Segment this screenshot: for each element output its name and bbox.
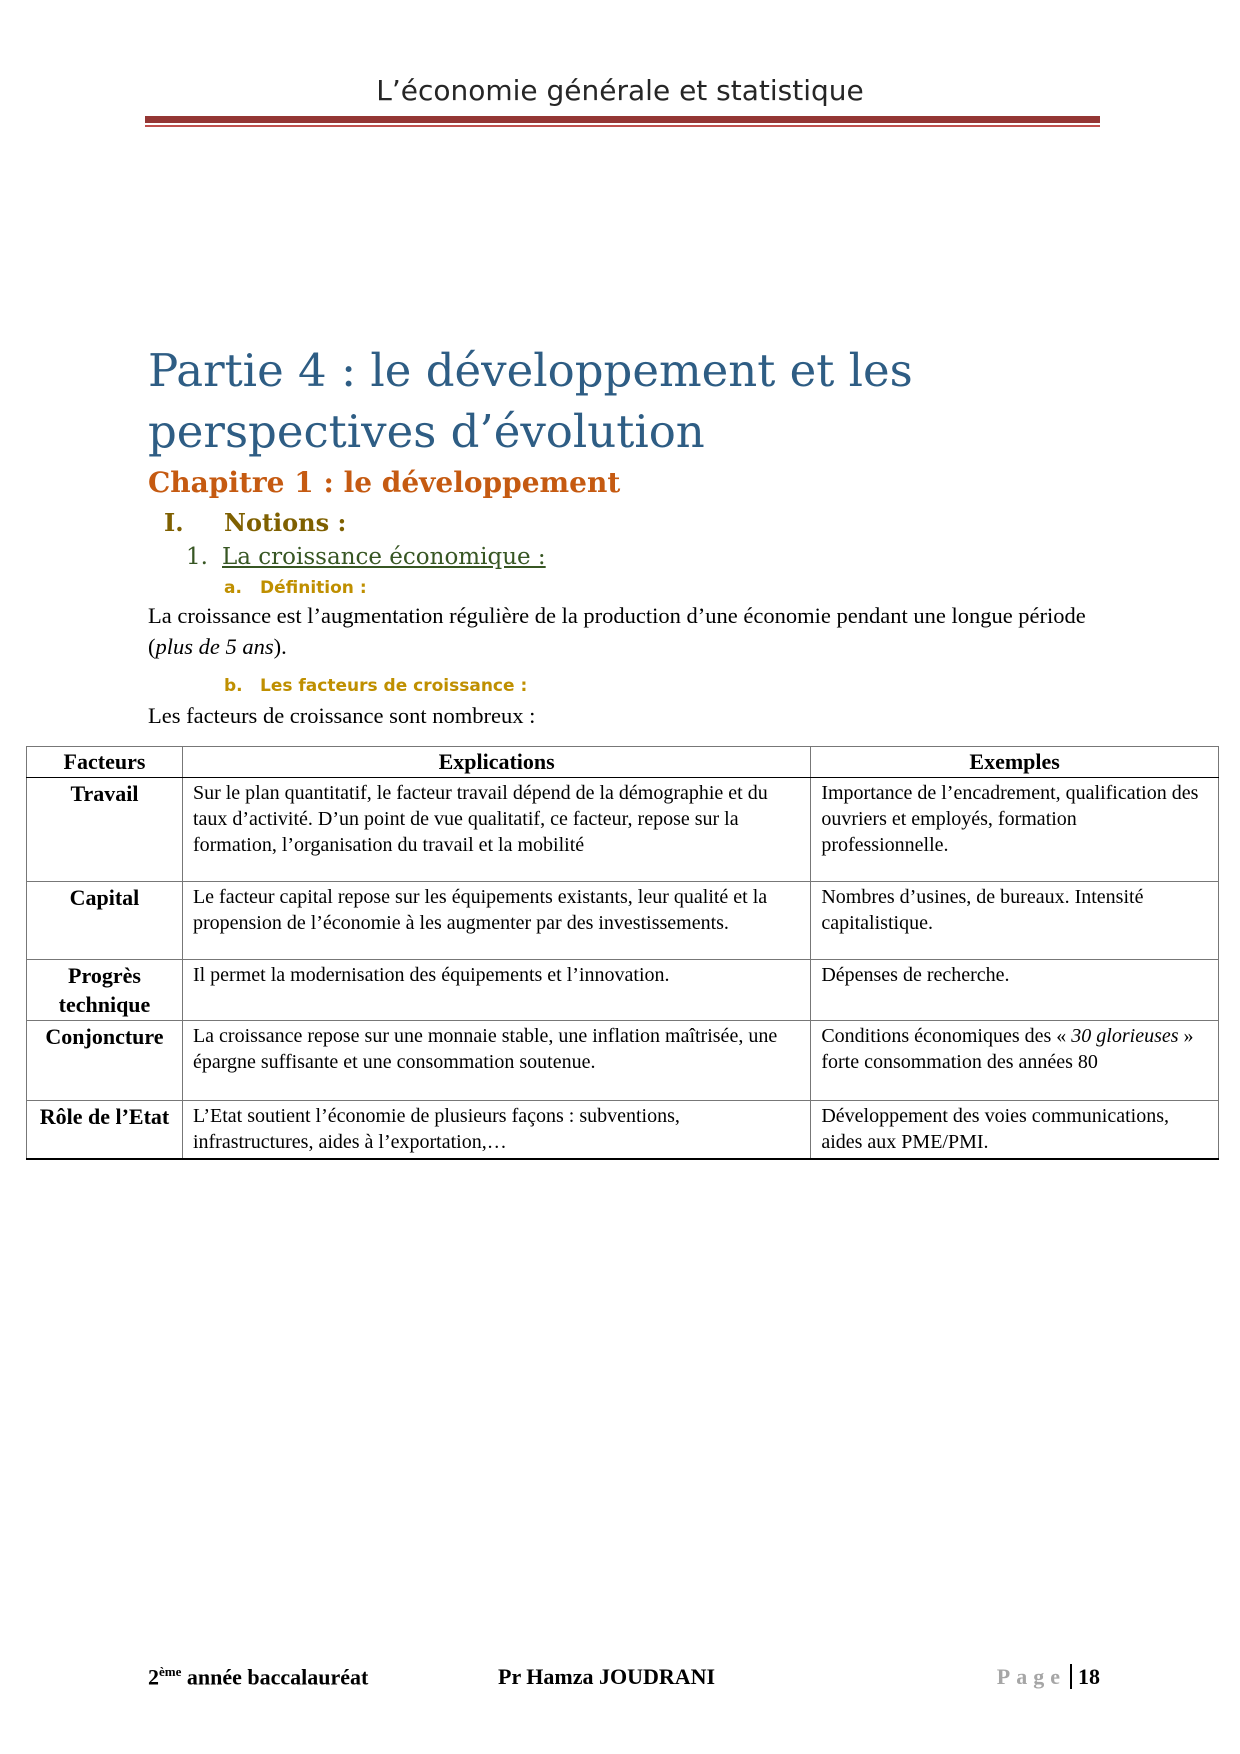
section-heading xyxy=(164,508,346,537)
factor-cell: Progrès technique xyxy=(27,960,183,1021)
footer-page xyxy=(997,1664,1100,1690)
page-label: Page xyxy=(996,1664,1066,1689)
explanation-cell: L’Etat soutient l’économie de plusieurs façons : subventions, infrastructures, aides à l’exportation,… xyxy=(182,1101,810,1159)
factors-heading xyxy=(224,676,527,696)
header-explications: Explications xyxy=(182,747,810,778)
example-text-end: » forte consommation des années 80 xyxy=(821,1025,1194,1073)
running-header: L’économie générale et statistique xyxy=(376,74,864,107)
explanation-cell: Le facteur capital repose sur les équipements existants, leur qualité et la propension de l’économie à les augmenter par des investissements. xyxy=(182,882,810,960)
table-row xyxy=(27,778,1219,882)
page-footer xyxy=(148,1664,1100,1694)
subsection-heading xyxy=(186,544,546,570)
example-text: Conditions économiques des « xyxy=(821,1025,1072,1047)
table-row xyxy=(27,882,1219,960)
example-cell xyxy=(811,1021,1219,1101)
table-row xyxy=(27,960,1219,1021)
chapter-title: Chapitre 1 : le développement xyxy=(148,466,621,499)
footer-level-number: 2 xyxy=(148,1664,159,1690)
table-row xyxy=(27,1021,1219,1101)
definition-paragraph xyxy=(148,600,1098,662)
footer-author: Pr Hamza JOUDRANI xyxy=(498,1664,716,1689)
part-title: Partie 4 : le développement et les perspectives d’évolution xyxy=(148,344,913,458)
example-cell: Importance de l’encadrement, qualification des ouvriers et employés, formation professionnelle. xyxy=(811,778,1219,882)
example-cell: Développement des voies communications, aides aux PME/PMI. xyxy=(811,1101,1219,1159)
header-rule-thin xyxy=(145,125,1100,127)
footer-level-sup: ème xyxy=(159,1664,182,1679)
table-header-row xyxy=(27,747,1219,778)
definition-emphasis: plus de 5 ans xyxy=(155,634,274,659)
factor-cell: Travail xyxy=(27,778,183,882)
definition-number: a. xyxy=(224,578,242,598)
example-cell: Nombres d’usines, de bureaux. Intensité capitalistique. xyxy=(811,882,1219,960)
explanation-cell: La croissance repose sur une monnaie stable, une inflation maîtrisée, une épargne suffisante et une consommation soutenue. xyxy=(182,1021,810,1101)
section-number: I. xyxy=(164,508,184,537)
header-rule xyxy=(145,116,1100,123)
example-cell: Dépenses de recherche. xyxy=(811,960,1219,1021)
factor-cell: Rôle de l’Etat xyxy=(27,1101,183,1159)
header-exemples: Exemples xyxy=(811,747,1219,778)
definition-label: Définition : xyxy=(260,578,367,598)
footer-level xyxy=(148,1664,368,1690)
table-row xyxy=(27,1101,1219,1159)
page-number: 18 xyxy=(1078,1664,1100,1689)
definition-heading xyxy=(224,578,367,598)
factors-intro: Les facteurs de croissance sont nombreux : xyxy=(148,703,536,728)
factors-number: b. xyxy=(224,676,243,696)
explanation-cell: Sur le plan quantitatif, le facteur travail dépend de la démographie et du taux d’activité. D’un point de vue qualitatif, ce facteur, repose sur la formation, l’organisation du travail et la mobilité xyxy=(182,778,810,882)
explanation-cell: Il permet la modernisation des équipements et l’innovation. xyxy=(182,960,810,1021)
page-separator xyxy=(1070,1664,1072,1689)
header-facteurs: Facteurs xyxy=(27,747,183,778)
factors-table xyxy=(26,746,1219,1160)
factor-cell: Conjoncture xyxy=(27,1021,183,1101)
section-label: Notions : xyxy=(224,508,347,537)
subsection-number: 1. xyxy=(186,544,208,570)
definition-text: La croissance est l’augmentation régulière de la production d’une économie pendant une longue période ( xyxy=(148,603,1086,659)
example-emphasis: 30 glorieuses xyxy=(1071,1025,1179,1047)
factors-label: Les facteurs de croissance : xyxy=(260,676,528,696)
subsection-label: La croissance économique : xyxy=(222,544,546,570)
definition-text-end: ). xyxy=(273,634,287,659)
factor-cell: Capital xyxy=(27,882,183,960)
footer-level-text: année baccalauréat xyxy=(181,1664,369,1690)
